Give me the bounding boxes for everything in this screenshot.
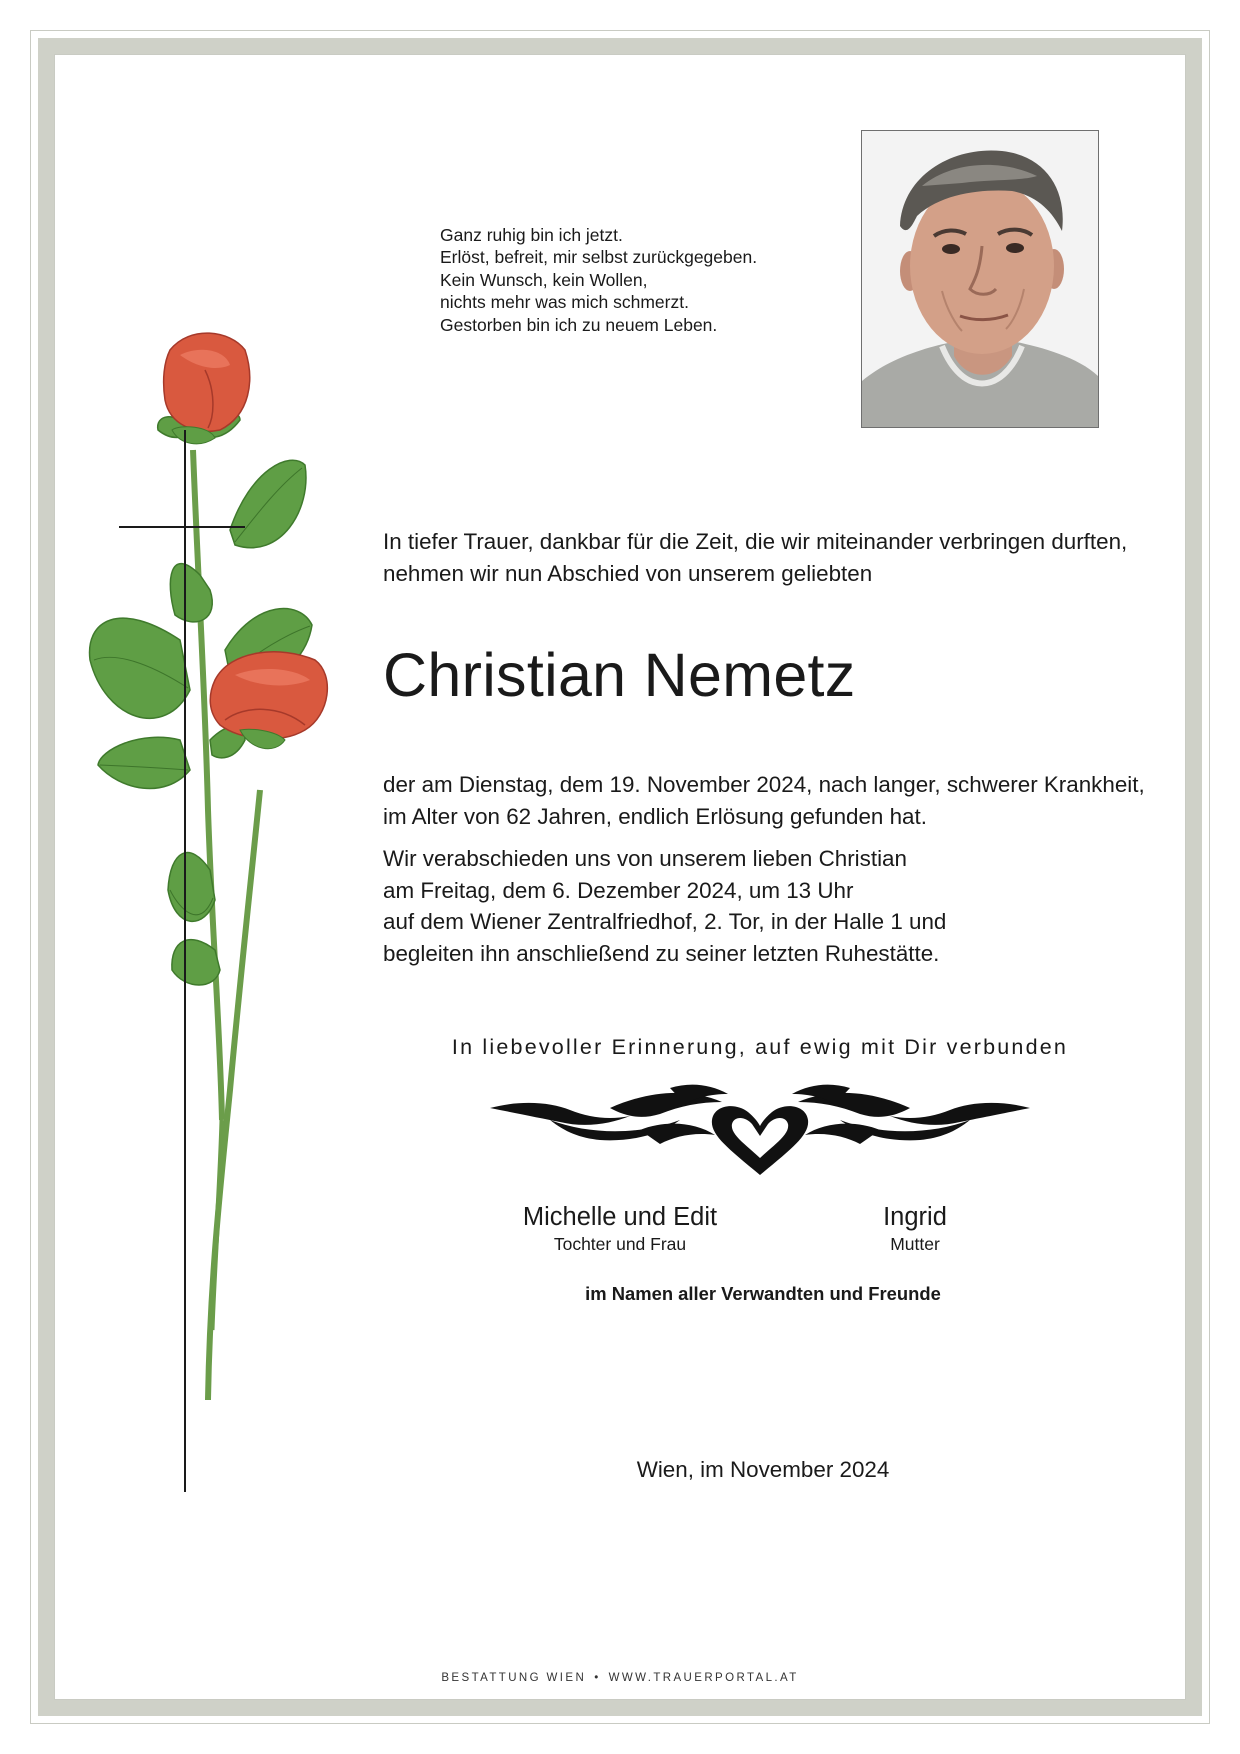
intro-line: nehmen wir nun Abschied von unserem geliebten [383, 560, 873, 586]
poem-line: Gestorben bin ich zu neuem Leben. [440, 314, 718, 335]
poem [440, 224, 840, 336]
poem-line: Ganz ruhig bin ich jetzt. [440, 225, 623, 245]
tribal-heart-ornament [490, 1080, 1030, 1185]
rose-stem [193, 450, 222, 1120]
on-behalf-line: im Namen aller Verwandten und Freunde [585, 1283, 941, 1304]
funeral-info-line: Wir verabschieden uns von unserem lieben Christian [383, 846, 907, 871]
mourner-1 [480, 1201, 760, 1255]
funeral-info-line: auf dem Wiener Zentralfriedhof, 2. Tor, in der Halle 1 und [383, 909, 947, 934]
funeral-info [383, 843, 1183, 969]
rose-illustration [80, 330, 360, 1415]
footer-separator: • [594, 1672, 601, 1684]
mourner-role: Mutter [890, 1234, 940, 1254]
portrait-photo [861, 130, 1099, 428]
death-info-line: der am Dienstag, dem 19. November 2024, nach langer, schwerer Krankheit, [383, 772, 1145, 797]
footer-company: BESTATTUNG WIEN [441, 1672, 587, 1684]
memory-line: In liebevoller Erinnerung, auf ewig mit Dir verbunden [451, 1035, 1069, 1059]
cross-icon [184, 430, 186, 1492]
funeral-info-line: begleiten ihn anschließend zu seiner letzten Ruhestätte. [383, 940, 940, 966]
poem-line: Erlöst, befreit, mir selbst zurückgegeben. [440, 247, 758, 268]
cross-icon-beam [119, 526, 245, 528]
poem-line: nichts mehr was mich schmerzt. [440, 292, 689, 313]
mourner-role: Tochter und Frau [553, 1234, 687, 1254]
death-info-line: im Alter von 62 Jahren, endlich Erlösung gefunden hat. [383, 803, 927, 829]
mourner-2 [845, 1201, 985, 1255]
mourner-name: Ingrid [883, 1203, 947, 1231]
funeral-info-line: am Freitag, dem 6. Dezember 2024, um 13 Uhr [383, 877, 854, 903]
deceased-name: Christian Nemetz [383, 641, 856, 709]
intro-text [383, 526, 1163, 589]
place-date: Wien, im November 2024 [636, 1457, 890, 1482]
footer [380, 1670, 860, 1686]
intro-line: In tiefer Trauer, dankbar für die Zeit, die wir miteinander verbringen durften, [383, 529, 1128, 554]
death-info [383, 769, 1183, 832]
footer-website-link[interactable]: WWW.TRAUERPORTAL.AT [608, 1672, 799, 1684]
rose-stem-second [208, 790, 260, 1400]
mourner-name: Michelle und Edit [522, 1203, 718, 1231]
poem-line: Kein Wunsch, kein Wollen, [440, 269, 648, 290]
